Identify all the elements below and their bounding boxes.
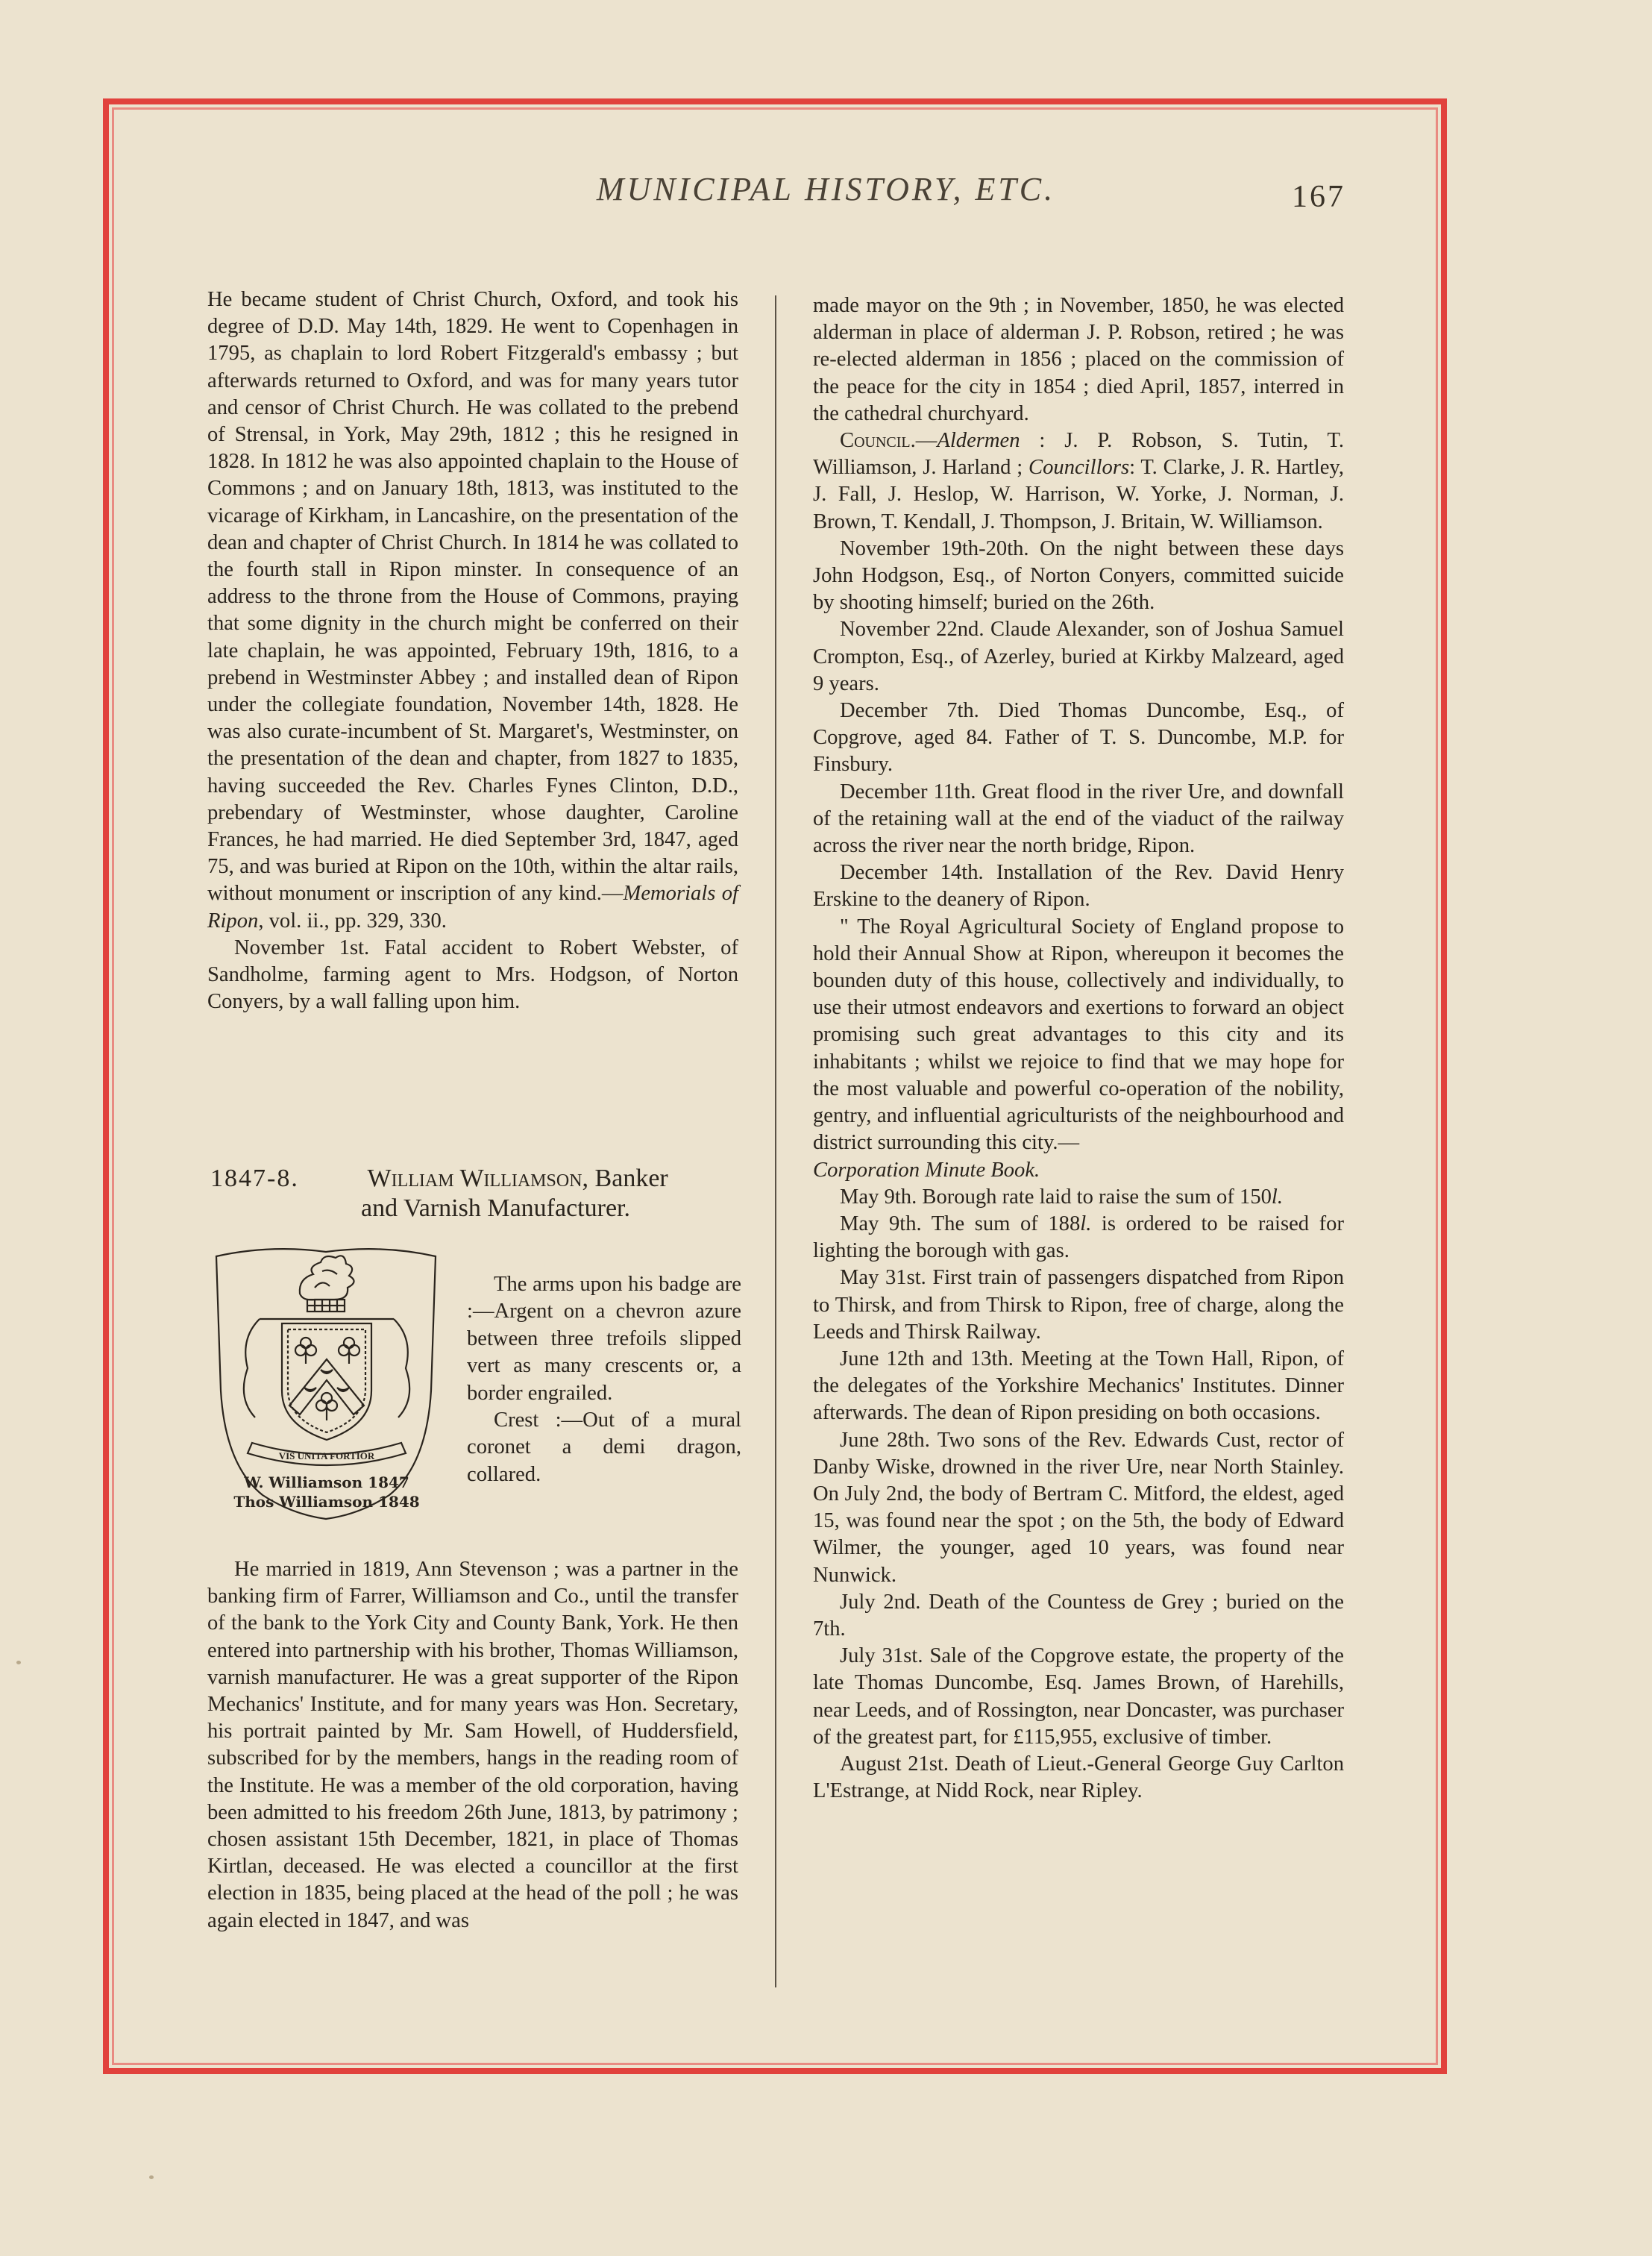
aldermen-list: : J. P. Robson, S. Tutin, T. Williamson, J. Harland ; bbox=[813, 429, 1344, 480]
section-name: William Williamson, bbox=[367, 1165, 589, 1192]
quotation-paragraph bbox=[813, 914, 1344, 1184]
council-paragraph bbox=[813, 427, 1344, 536]
right-column bbox=[813, 292, 1344, 1805]
gas-text: May 9th. The sum of 188 bbox=[840, 1212, 1081, 1235]
crest-inscription-2: Thos Williamson 1848 bbox=[233, 1493, 420, 1511]
paragraph: June 28th. Two sons of the Rev. Edwards Cust, rector of Danby Wiske, drowned in the river Ure, near North Stainley. On July 2nd, the body of Bertram C. Mitford, the eldest, aged 15, was found near the spot ; on the 5th, the body of Edward Wilmer, the younger, aged 10 years, was found near Nunwick. bbox=[813, 1428, 1344, 1587]
paragraph bbox=[207, 286, 738, 935]
arms-description: The arms upon his badge are :—Argent on a chevron azure between three trefoils slipped vert as many crescents or, a border engrailed. bbox=[467, 1273, 741, 1405]
quotation-text: " The Royal Agricultural Society of England propose to hold their Annual Show at Ripon, whereupon it becomes the bounden duty of this house, collectively and individually, to use their utmost endeavors and exertions to forward an object promising such great advantages to this city and its inhabitants ; whilst we rejoice to find that we may hope for the most valuable and powerful co-operation of the nobility, gentry, and influential agriculturists of the neighbourhood and district surrounding this city.— bbox=[813, 915, 1344, 1155]
council-label: Council.— bbox=[840, 429, 938, 453]
citation-tail: , vol. ii., pp. 329, 330. bbox=[258, 909, 447, 933]
paragraph: He married in 1819, Ann Stevenson ; was a partner in the banking firm of Farrer, Williamson and Co., until the transfer of the bank to the York City and County Bank, York. He then entered into partnership with his brother, Thomas Williamson, varnish manufacturer. He was a great supporter of the Ripon Mechanics' Institute, and for many years was Hon. Secretary, his portrait painted by Mr. Sam Howell, of Huddersfield, subscribed for by the members, hangs in the reading room of the Institute. He was a member of the old corporation, having been admitted to his freedom 26th June, 1813, by patrimony ; chosen assistant 15th December, 1821, in place of Thomas Kirtlan, deceased. He was elected a councillor at the first election in 1835, being placed at the head of the poll ; he was again elected in 1847, and was bbox=[207, 1558, 738, 1932]
paragraph: November 19th-20th. On the night between these days John Hodgson, Esq., of Norton Conyers, committed suicide by shooting himself; buried on the 26th. bbox=[813, 536, 1344, 615]
paragraph: July 31st. Sale of the Copgrove estate, the property of the late Thomas Duncombe, Esq. James Brown, of Harehills, near Leeds, and of Rossington, near Doncaster, was purchaser of the greatest part, for £115,955, exclusive of timber. bbox=[813, 1644, 1344, 1749]
paragraph: May 31st. First train of passengers dispatched from Ripon to Thirsk, and from Thirsk to Ripon, free of charge, along the Leeds and Thirsk Railway. bbox=[813, 1266, 1344, 1344]
paragraph: made mayor on the 9th ; in November, 1850, he was elected alderman in place of alderman J. P. Robson, retired ; he was re-elected alderman in 1856 ; placed on the commission of the peace for the city in 1854 ; died April, 1857, interred in the cathedral churchyard. bbox=[813, 294, 1344, 425]
section-title-line2: and Varnish Manufacturer. bbox=[361, 1194, 630, 1222]
section-heading bbox=[210, 1164, 755, 1223]
paragraph: November 22nd. Claude Alexander, son of Joshua Samuel Crompton, Esq., of Azerley, buried at Kirkby Malzeard, aged 9 years. bbox=[813, 618, 1344, 695]
gas-text-rest: is ordered to be raised for lighting the borough with gas. bbox=[813, 1212, 1345, 1263]
paper-speck bbox=[16, 1661, 21, 1664]
dragon-crest-icon bbox=[300, 1256, 354, 1312]
paragraph: August 21st. Death of Lieut.-General George Guy Carlton L'Estrange, at Nidd Rock, near Ripley. bbox=[813, 1752, 1344, 1803]
paragraph: November 1st. Fatal accident to Robert Webster, of Sandholme, farming agent to Mrs. Hodgson, of Norton Conyers, by a wall falling upon him. bbox=[207, 936, 738, 1014]
paragraph: December 11th. Great flood in the river Ure, and downfall of the retaining wall at the end of the viaduct of the railway across the river near the north bridge, Ripon. bbox=[813, 780, 1344, 858]
councillors-list: : T. Clarke, J. R. Hartley, J. Fall, J. Heslop, W. Harrison, W. Yorke, J. Norman, J. Brown, T. Kendall, J. Thompson, J. Britain, W. Williamson. bbox=[813, 456, 1344, 533]
crest-inscription-1: W. Williamson 1847 bbox=[244, 1473, 409, 1491]
rate-text: May 9th. Borough rate laid to raise the sum of 150 bbox=[840, 1185, 1272, 1209]
paragraph: May 9th. Borough rate laid to raise the sum of 150l. bbox=[840, 1185, 1284, 1209]
crest-blazon: Crest :—Out of a mural coronet a demi dragon, collared. bbox=[467, 1409, 741, 1486]
coat-of-arms-image bbox=[210, 1241, 442, 1522]
crest-motto: VIS UNITA FORTIOR bbox=[278, 1450, 375, 1461]
column-divider bbox=[775, 295, 776, 1987]
crest-description bbox=[467, 1271, 741, 1488]
paragraph: June 12th and 13th. Meeting at the Town Hall, Ripon, of the delegates of the Yorkshire Mechanics' Institutes. Dinner afterwards. The dean of Ripon presiding on both occasions. bbox=[813, 1347, 1344, 1425]
citation: Memorials of Ripon bbox=[207, 882, 738, 933]
left-column bbox=[207, 286, 738, 1015]
paragraph: December 14th. Installation of the Rev. David Henry Erskine to the deanery of Ripon. bbox=[813, 861, 1344, 912]
section-year: 1847-8. bbox=[210, 1165, 299, 1192]
quotation-citation: Corporation Minute Book. bbox=[813, 1158, 1040, 1182]
paragraph: December 7th. Died Thomas Duncombe, Esq., of Copgrove, aged 84. Father of T. S. Duncombe, M.P. for Finsbury. bbox=[813, 699, 1344, 777]
aldermen-label: Aldermen bbox=[937, 429, 1020, 453]
paragraph-text: He became student of Christ Church, Oxford, and took his degree of D.D. May 14th, 1829. He went to Copenhagen in 1795, as chaplain to lord Robert Fitzgerald's embassy ; but afterwards returned to Oxford, and was for many years tutor and censor of Christ Church. He was collated to the prebend of Strensal, in York, May 29th, 1812 ; this he resigned in 1828. In 1812 he was also appointed chaplain to the House of Commons ; and on January 18th, 1813, was instituted to the vicarage of Kirkham, in Lancashire, on the presentation of the dean and chapter of Christ Church. In 1814 he was collated to the fourth stall in Ripon minster. In consequence of an address to the throne from the House of Commons, praying that some dignity in the church might be conferred on their late chaplain, he was appointed, February 19th, 1816, to a prebend in Westminster Abbey ; and installed dean of Ripon under the collegiate foundation, November 14th, 1828. He was also curate-incumbent of St. Margaret's, Westminster, on the presentation of the dean and chapter, from 1827 to 1835, having succeeded the Rev. Charles Fynes Clinton, D.D., prebendary of Westminster, whose daughter, Caroline Frances, he had married. He died September 3rd, 1847, aged 75, and was buried at Ripon on the 10th, within the altar rails, without monument or inscription of any kind.— bbox=[207, 288, 738, 906]
paragraph: May 9th. The sum of 188l. is ordered to be raised for lighting the borough with gas. bbox=[813, 1212, 1345, 1263]
paragraph: July 2nd. Death of the Countess de Grey ; buried on the 7th. bbox=[813, 1590, 1344, 1641]
left-column-lower bbox=[207, 1556, 738, 1934]
running-head: MUNICIPAL HISTORY, ETC. bbox=[596, 171, 1056, 207]
councillors-label: Councillors bbox=[1028, 456, 1130, 480]
paper-speck bbox=[149, 2175, 154, 2179]
section-title-rest: Banker bbox=[594, 1165, 668, 1192]
page-number: 167 bbox=[1292, 180, 1345, 214]
